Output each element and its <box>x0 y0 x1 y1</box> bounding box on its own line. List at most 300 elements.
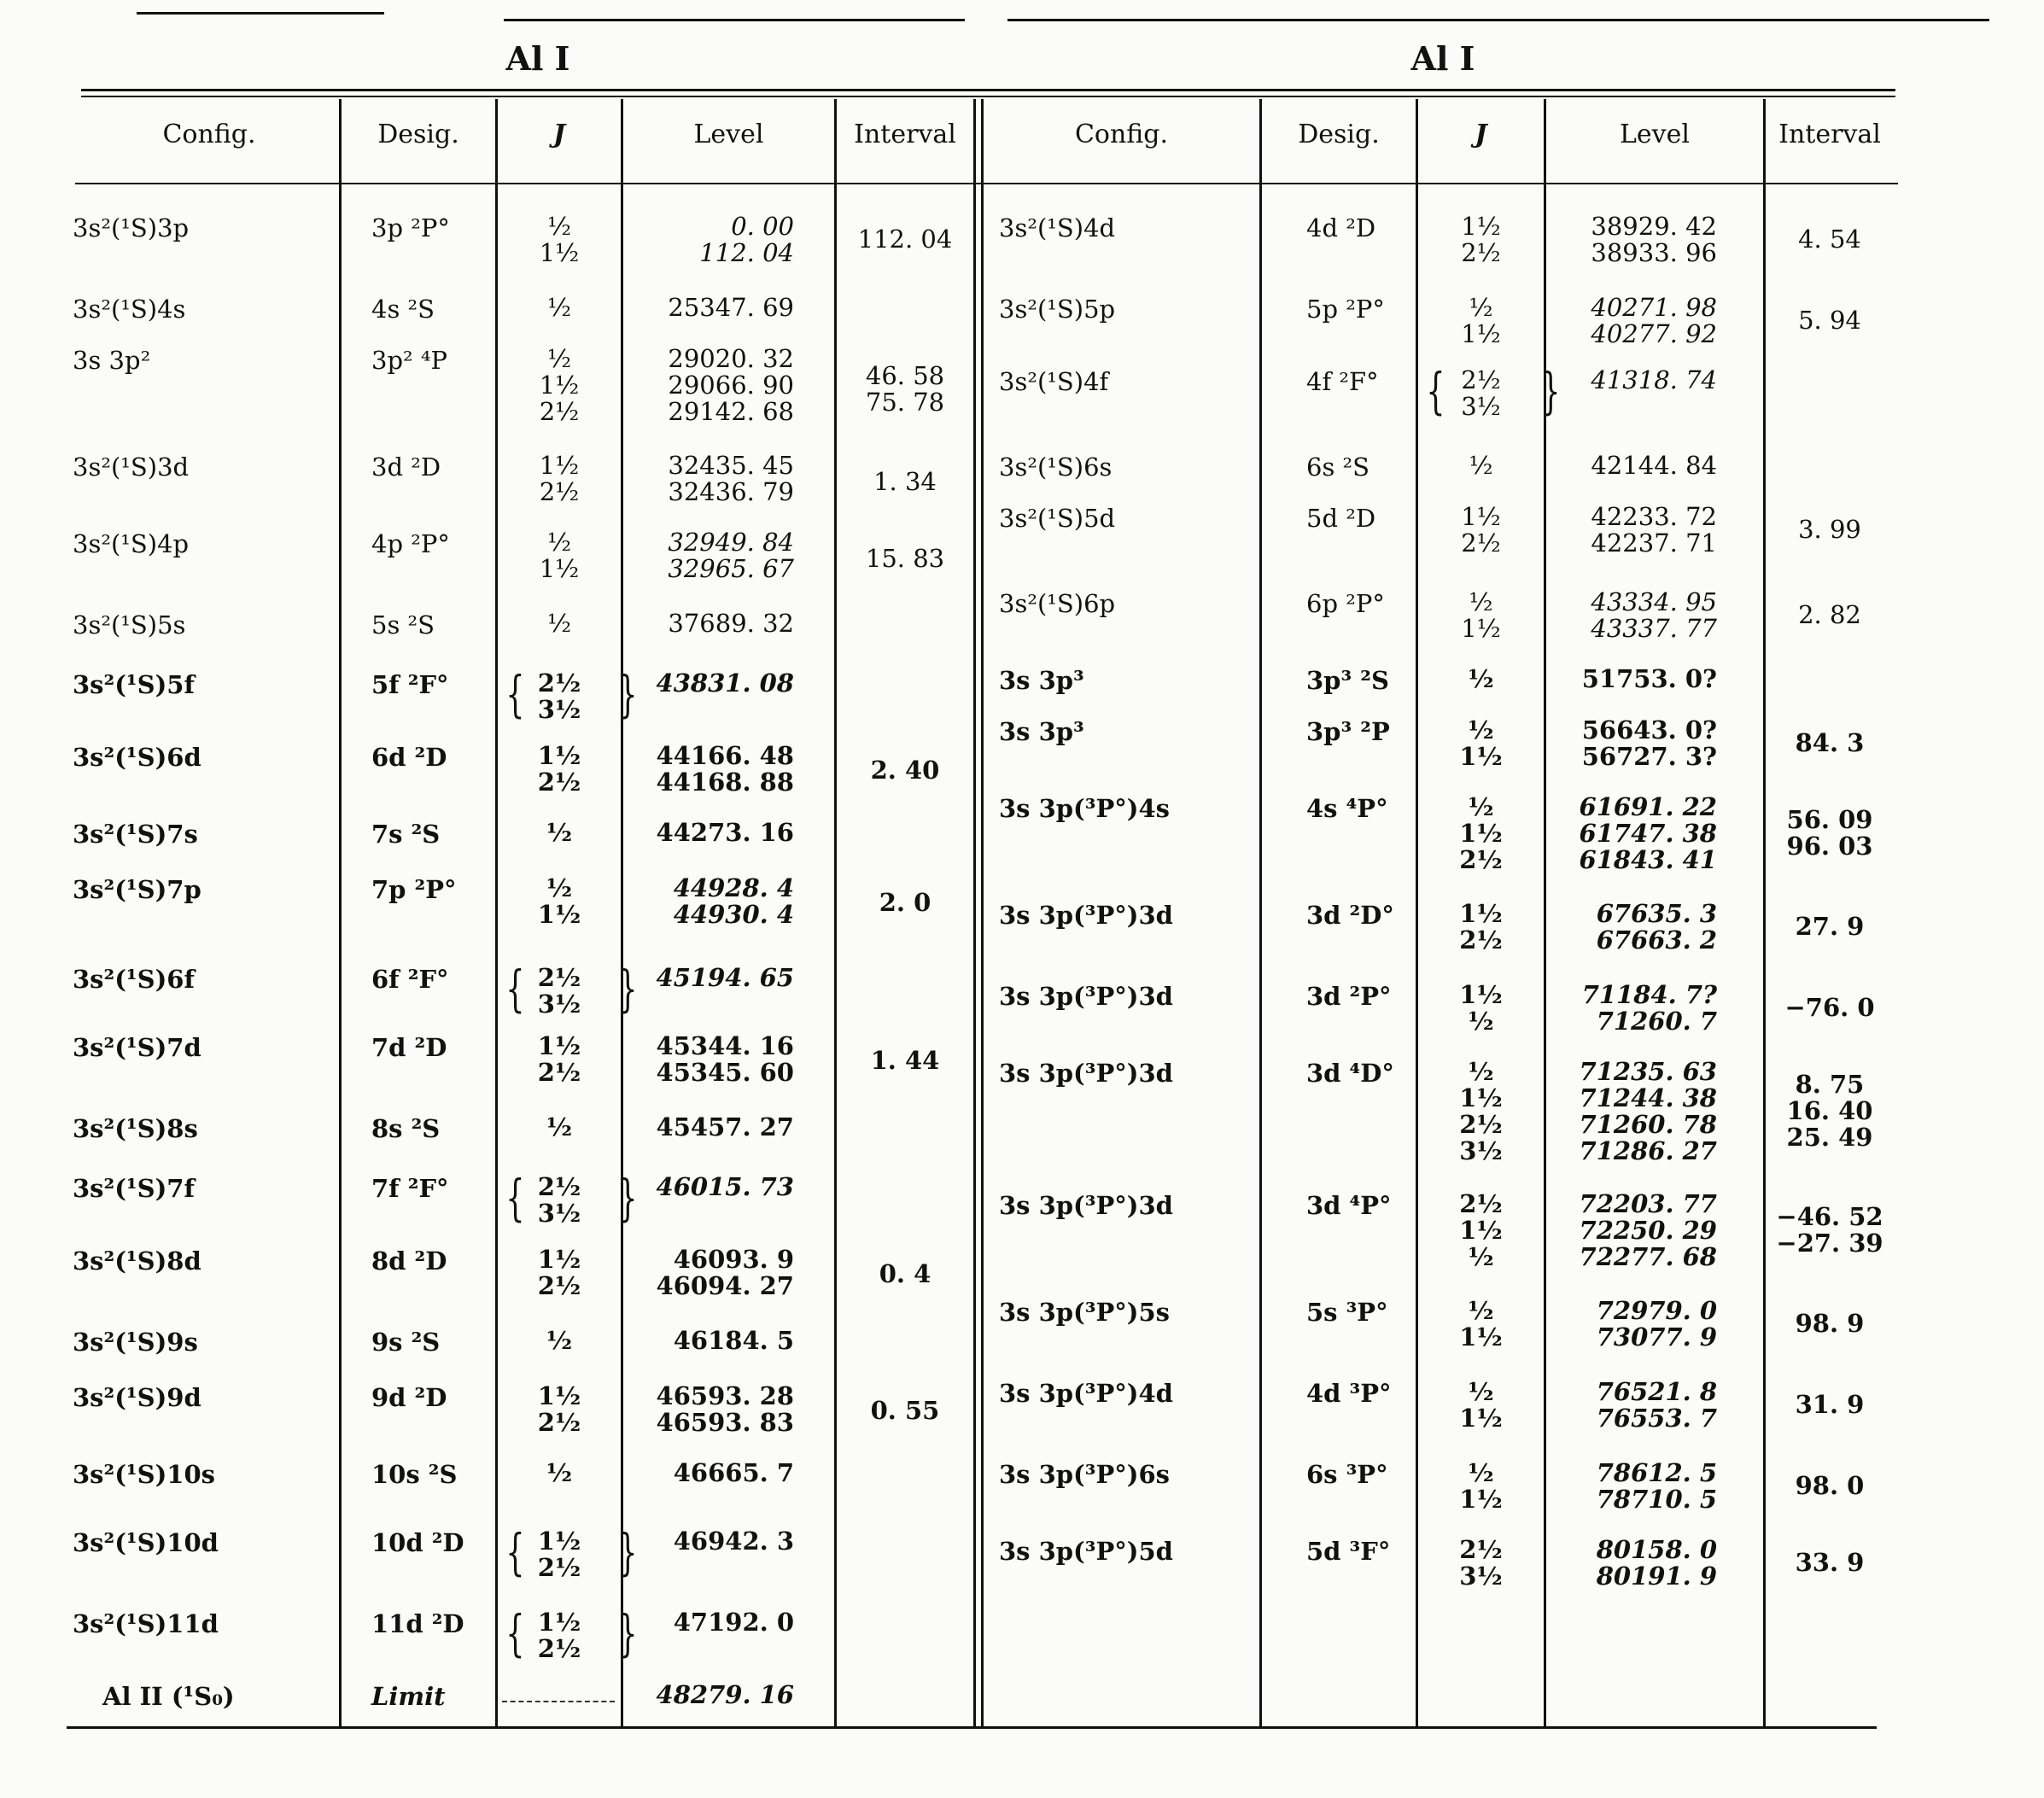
right-brace: } <box>1541 362 1561 420</box>
designation-cell: 6p ²P° <box>1306 589 1385 618</box>
j-value: ½ <box>546 1458 573 1487</box>
j-value: ½ <box>1468 1057 1494 1086</box>
level-value: 47192. 0 <box>673 1608 794 1637</box>
header-rule-top <box>81 89 1895 91</box>
config-cell: 3s 3p(³P°)6s <box>999 1460 1171 1489</box>
config-cell: 3s²(¹S)4d <box>999 213 1116 242</box>
level-value: 56727. 3? <box>1581 742 1717 771</box>
level-cell <box>1546 1379 1717 1432</box>
left-header-config: Config. <box>162 120 256 149</box>
level-cell <box>623 670 794 697</box>
interval-cell <box>1766 914 1894 940</box>
level-cell <box>623 1328 794 1354</box>
level-cell <box>1546 1298 1717 1351</box>
j-value: 2½ <box>537 1271 581 1300</box>
interval-cell <box>1766 1204 1894 1257</box>
top-rule-2 <box>504 19 965 21</box>
interval-value: 1. 34 <box>873 467 937 496</box>
level-cell <box>623 610 794 637</box>
j-value: ½ <box>1468 664 1494 693</box>
level-value: 78612. 5 <box>1596 1458 1717 1487</box>
j-values-cell <box>1418 589 1544 642</box>
right-header-j: J <box>1475 120 1487 149</box>
level-cell <box>623 875 794 928</box>
config-cell: 3s²(¹S)7d <box>73 1033 201 1062</box>
col-divider <box>981 99 984 1726</box>
j-value: 2½ <box>1461 238 1501 267</box>
left-header-desig: Desig. <box>377 120 459 149</box>
level-value: 38929. 42 <box>1591 212 1717 241</box>
level-value: 73077. 9 <box>1596 1322 1717 1351</box>
interval-cell <box>1766 517 1894 543</box>
config-cell: 3s²(¹S)9d <box>73 1383 201 1412</box>
interval-cell <box>1766 307 1894 334</box>
j-values-cell <box>1418 717 1544 770</box>
j-values-cell <box>1418 1460 1544 1513</box>
designation-cell: 11d ²D <box>371 1609 464 1638</box>
left-brace: { <box>505 1604 525 1662</box>
level-cell <box>623 1682 794 1708</box>
level-value: 112. 04 <box>699 238 794 267</box>
right-header-interval: Interval <box>1778 120 1881 149</box>
interval-cell <box>1766 1071 1894 1151</box>
j-value: ½ <box>1468 1242 1494 1271</box>
right-brace: } <box>618 665 638 723</box>
level-value: 32436. 79 <box>668 477 794 506</box>
level-value: 40271. 98 <box>1591 293 1717 322</box>
j-value: 1½ <box>1459 1485 1503 1514</box>
config-cell: 3s²(¹S)6d <box>73 743 201 772</box>
level-cell <box>1546 1059 1717 1165</box>
level-value: 78710. 5 <box>1596 1485 1717 1514</box>
designation-cell: 4s ²S <box>371 295 435 324</box>
level-value: 46184. 5 <box>673 1326 794 1355</box>
level-value: 45457. 27 <box>656 1112 794 1141</box>
designation-cell: 7s ²S <box>371 820 441 849</box>
designation-cell: 5s ²S <box>371 610 435 639</box>
j-value: 2½ <box>537 1634 581 1663</box>
j-values-cell <box>1418 504 1544 557</box>
j-values-cell <box>498 452 621 505</box>
interval-value: 16. 40 <box>1786 1096 1873 1125</box>
j-value: 1½ <box>1461 319 1501 348</box>
j-value: 3½ <box>537 1199 581 1228</box>
level-value: 61843. 41 <box>1579 845 1717 874</box>
level-value: 71184. 7? <box>1581 980 1717 1009</box>
designation-cell: 7d ²D <box>371 1033 447 1062</box>
j-value: ½ <box>546 528 572 557</box>
interval-value: 31. 9 <box>1795 1390 1865 1419</box>
j-values-cell <box>498 346 621 425</box>
j-values-cell <box>1418 452 1544 479</box>
level-value: 46093. 9 <box>673 1245 794 1274</box>
j-value: ½ <box>546 609 572 638</box>
j-value: 1½ <box>539 451 580 480</box>
interval-cell <box>1766 602 1894 628</box>
left-header-interval: Interval <box>854 120 956 149</box>
interval-value: 1. 44 <box>870 1046 940 1075</box>
level-value: 41318. 74 <box>1591 365 1717 394</box>
j-value: ½ <box>546 873 573 902</box>
j-value: ½ <box>546 344 572 373</box>
j-value: 1½ <box>1459 1083 1503 1112</box>
config-cell: 3s²(¹S)9s <box>73 1328 198 1357</box>
level-value: 44930. 4 <box>673 900 794 929</box>
j-value: 1½ <box>539 238 580 267</box>
j-values-cell <box>498 1114 621 1141</box>
j-value: 1½ <box>1459 742 1503 771</box>
level-value: 29020. 32 <box>668 344 794 373</box>
level-value: 42237. 71 <box>1591 528 1717 557</box>
right-brace: } <box>618 1604 638 1662</box>
j-values-cell <box>1418 295 1544 347</box>
j-value: 1½ <box>537 1608 581 1637</box>
designation-cell: 3d ²D <box>371 452 441 482</box>
level-value: 71260. 78 <box>1579 1110 1717 1139</box>
designation-cell: 3p³ ²P <box>1306 717 1390 746</box>
level-cell <box>1546 452 1717 479</box>
j-value: 3½ <box>1459 1136 1503 1165</box>
interval-value: −46. 52 <box>1776 1202 1883 1231</box>
j-value: ½ <box>1468 1377 1494 1406</box>
level-value: 48279. 16 <box>656 1680 794 1709</box>
designation-cell: 3d ²P° <box>1306 982 1392 1011</box>
level-value: 72250. 29 <box>1579 1216 1717 1245</box>
level-cell <box>623 529 794 582</box>
interval-cell <box>1766 730 1894 756</box>
j-value: 3½ <box>1459 1562 1503 1591</box>
level-cell <box>1546 367 1717 394</box>
level-cell <box>623 1383 794 1436</box>
j-value: 1½ <box>539 371 580 400</box>
level-value: 56643. 0? <box>1581 715 1717 744</box>
level-cell <box>623 1460 794 1486</box>
level-value: 80158. 0 <box>1596 1535 1717 1564</box>
level-value: 0. 00 <box>731 212 794 241</box>
j-value: 1½ <box>537 1031 581 1060</box>
level-value: 38933. 96 <box>1591 238 1717 267</box>
config-cell: 3s²(¹S)4p <box>73 529 190 558</box>
config-cell: Al II (¹S₀) <box>102 1682 235 1711</box>
j-values-cell <box>1418 1298 1544 1351</box>
level-cell <box>623 1174 794 1200</box>
level-value: 43337. 77 <box>1591 614 1717 643</box>
interval-cell <box>1766 1311 1894 1337</box>
level-cell <box>623 965 794 991</box>
config-cell: 3s 3p(³P°)4d <box>999 1379 1173 1408</box>
designation-cell: 6f ²F° <box>371 965 449 994</box>
left-table-title: Al I <box>505 39 570 78</box>
left-brace: { <box>1426 362 1445 420</box>
config-cell: 3s²(¹S)6s <box>999 452 1113 482</box>
config-cell: 3s²(¹S)10s <box>73 1460 215 1489</box>
level-value: 43334. 95 <box>1591 587 1717 616</box>
designation-cell: 6s ³P° <box>1306 1460 1388 1489</box>
level-value: 40277. 92 <box>1591 319 1717 348</box>
interval-value: 56. 09 <box>1786 805 1873 834</box>
interval-value: 2. 40 <box>870 756 940 785</box>
j-values-cell <box>498 529 621 582</box>
designation-cell: 3p² ⁴P <box>371 346 447 375</box>
j-value: 2½ <box>537 1172 581 1201</box>
j-values-cell <box>498 295 621 321</box>
dashed-line <box>502 1701 615 1702</box>
config-cell: 3s 3p(³P°)5d <box>999 1537 1173 1566</box>
interval-cell <box>1766 1550 1894 1576</box>
config-cell: 3s²(¹S)5s <box>73 610 186 639</box>
header-rule-top2 <box>81 96 1895 97</box>
config-cell: 3s²(¹S)4f <box>999 367 1109 396</box>
j-value: ½ <box>546 1326 573 1355</box>
j-values-cell <box>1418 213 1544 266</box>
j-values-cell <box>498 743 621 796</box>
interval-value: 8. 75 <box>1795 1070 1865 1099</box>
j-value: 2½ <box>539 477 580 506</box>
j-value: 3½ <box>537 989 581 1019</box>
level-cell <box>623 743 794 796</box>
config-cell: 3s²(¹S)5p <box>999 295 1116 324</box>
level-cell <box>1546 1460 1717 1513</box>
level-value: 25347. 69 <box>668 293 794 322</box>
level-value: 72277. 68 <box>1579 1242 1717 1271</box>
level-value: 32435. 45 <box>668 451 794 480</box>
designation-cell: 8d ²D <box>371 1246 447 1276</box>
j-value: 1½ <box>1459 819 1503 848</box>
j-value: ½ <box>1468 1007 1494 1036</box>
level-cell <box>623 346 794 425</box>
right-header-level: Level <box>1620 120 1690 149</box>
level-value: 61747. 38 <box>1579 819 1717 848</box>
config-cell: 3s²(¹S)3p <box>73 213 190 242</box>
j-value: 2½ <box>539 397 580 426</box>
config-cell: 3s 3p² <box>73 346 151 375</box>
level-value: 42233. 72 <box>1591 502 1717 531</box>
interval-cell <box>1766 1473 1894 1499</box>
col-divider <box>973 99 976 1726</box>
level-cell <box>623 1033 794 1086</box>
config-cell: 3s²(¹S)3d <box>73 452 190 482</box>
left-brace: { <box>505 1169 525 1227</box>
j-value: 2½ <box>537 1553 581 1582</box>
config-cell: 3s 3p(³P°)3d <box>999 982 1173 1011</box>
level-cell <box>1546 1191 1717 1270</box>
designation-cell: 3d ⁴D° <box>1306 1059 1394 1088</box>
level-value: 71244. 38 <box>1579 1083 1717 1112</box>
level-value: 46942. 3 <box>673 1527 794 1556</box>
level-value: 72203. 77 <box>1579 1189 1717 1218</box>
j-value: 2½ <box>1459 925 1503 954</box>
level-value: 76521. 8 <box>1596 1377 1717 1406</box>
right-header-desig: Desig. <box>1298 120 1380 149</box>
j-value: 2½ <box>537 768 581 797</box>
config-cell: 3s²(¹S)7s <box>73 820 198 849</box>
designation-cell: 6d ²D <box>371 743 447 772</box>
interval-value: −76. 0 <box>1784 993 1875 1022</box>
j-values-cell <box>498 1246 621 1299</box>
j-value: 3½ <box>1461 392 1501 421</box>
designation-cell: 4s ⁴P° <box>1306 794 1388 823</box>
left-brace: { <box>505 1523 525 1581</box>
level-cell <box>1546 794 1717 873</box>
designation-cell: 10d ²D <box>371 1528 464 1557</box>
level-value: 44273. 16 <box>656 818 794 847</box>
designation-cell: 4p ²P° <box>371 529 450 558</box>
level-value: 72979. 0 <box>1596 1296 1717 1325</box>
interval-cell <box>1766 807 1894 860</box>
interval-cell <box>1766 995 1894 1021</box>
level-cell <box>1546 589 1717 642</box>
level-value: 42144. 84 <box>1591 451 1717 480</box>
j-values-cell <box>498 875 621 928</box>
level-cell <box>623 820 794 846</box>
j-values-cell <box>1418 901 1544 954</box>
level-value: 44168. 88 <box>656 768 794 797</box>
j-value: 2½ <box>1461 365 1501 394</box>
interval-value: 98. 0 <box>1795 1471 1865 1500</box>
config-cell: 3s 3p³ <box>999 717 1084 746</box>
j-value: 1½ <box>1461 212 1501 241</box>
interval-value: 33. 9 <box>1795 1548 1865 1577</box>
level-cell <box>623 1609 794 1636</box>
left-header-level: Level <box>693 120 764 149</box>
left-header-j: J <box>552 120 566 149</box>
j-values-cell <box>498 1460 621 1486</box>
j-values-cell <box>1418 1059 1544 1165</box>
designation-cell: 3p³ ²S <box>1306 666 1389 695</box>
designation-cell: 3d ⁴P° <box>1306 1191 1392 1220</box>
level-value: 32965. 67 <box>668 554 794 583</box>
interval-value: 46. 58 <box>865 361 945 390</box>
right-brace: } <box>618 1169 638 1227</box>
top-rule-1 <box>137 12 384 15</box>
j-value: ½ <box>546 818 573 847</box>
j-value: 3½ <box>537 695 581 724</box>
j-value: 2½ <box>537 1058 581 1087</box>
interval-value: 98. 9 <box>1795 1309 1865 1338</box>
level-value: 71286. 27 <box>1579 1136 1717 1165</box>
config-cell: 3s²(¹S)5f <box>73 670 195 699</box>
j-value: 1½ <box>1459 1404 1503 1433</box>
interval-value: 5. 94 <box>1798 306 1861 335</box>
j-values-cell <box>1418 666 1544 692</box>
j-value: 1½ <box>537 900 581 929</box>
j-value: 1½ <box>1459 980 1503 1009</box>
config-cell: 3s 3p(³P°)4s <box>999 794 1171 823</box>
designation-cell: 3p ²P° <box>371 213 450 242</box>
j-value: 1½ <box>1459 899 1503 928</box>
j-value: 2½ <box>1461 528 1501 557</box>
interval-value: 25. 49 <box>1786 1123 1873 1152</box>
designation-cell: 5d ²D <box>1306 504 1376 533</box>
j-value: 1½ <box>539 554 580 583</box>
level-value: 44166. 48 <box>656 741 794 770</box>
j-values-cell <box>1418 1537 1544 1590</box>
top-rule-3 <box>1007 19 1989 21</box>
j-value: 1½ <box>1459 1216 1503 1245</box>
right-brace: } <box>618 1523 638 1581</box>
level-cell <box>623 213 794 266</box>
j-value: 1½ <box>1459 1322 1503 1351</box>
config-cell: 3s 3p³ <box>999 666 1084 695</box>
j-values-cell <box>498 1033 621 1086</box>
j-value: 2½ <box>537 963 581 992</box>
designation-cell: 7p ²P° <box>371 875 457 904</box>
designation-cell: 8s ²S <box>371 1114 441 1143</box>
j-value: 1½ <box>1461 502 1501 531</box>
designation-cell: 9d ²D <box>371 1383 447 1412</box>
level-value: 45345. 60 <box>656 1058 794 1087</box>
level-value: 67635. 3 <box>1596 899 1717 928</box>
designation-cell: 5f ²F° <box>371 670 449 699</box>
designation-cell: 6s ²S <box>1306 452 1370 482</box>
designation-cell: 10s ²S <box>371 1460 458 1489</box>
j-value: 2½ <box>1459 1189 1503 1218</box>
j-values-cell <box>498 1383 621 1436</box>
designation-cell: 7f ²F° <box>371 1174 449 1203</box>
j-values-cell <box>498 820 621 846</box>
config-cell: 3s²(¹S)6f <box>73 965 195 994</box>
config-cell: 3s²(¹S)11d <box>73 1609 219 1638</box>
j-value: ½ <box>1468 1296 1494 1325</box>
designation-cell: 4d ³P° <box>1306 1379 1392 1408</box>
interval-value: 4. 54 <box>1798 225 1861 254</box>
level-value: 46094. 27 <box>656 1271 794 1300</box>
j-value: ½ <box>1468 1458 1494 1487</box>
table-bottom-rule <box>67 1726 1877 1729</box>
col-divider <box>1259 99 1262 1726</box>
j-value: ½ <box>546 293 572 322</box>
level-value: 46593. 83 <box>656 1408 794 1437</box>
interval-value: 84. 3 <box>1795 728 1865 757</box>
level-cell <box>623 1246 794 1299</box>
right-table-title: Al I <box>1410 39 1475 78</box>
interval-cell <box>1766 226 1894 253</box>
designation-cell: 4d ²D <box>1306 213 1376 242</box>
j-values-cell <box>498 1328 621 1354</box>
interval-value: 0. 55 <box>870 1396 940 1425</box>
j-values-cell <box>1418 982 1544 1035</box>
j-value: 2½ <box>1459 845 1503 874</box>
left-brace: { <box>505 960 525 1018</box>
j-value: 2½ <box>1459 1110 1503 1139</box>
interval-value: 15. 83 <box>865 544 945 573</box>
left-brace: { <box>505 665 525 723</box>
j-values-cell <box>1418 794 1544 873</box>
j-value: 1½ <box>537 741 581 770</box>
config-cell: 3s²(¹S)6p <box>999 589 1116 618</box>
level-value: 46593. 28 <box>656 1381 794 1410</box>
level-cell <box>1546 666 1717 692</box>
j-value: 2½ <box>537 1408 581 1437</box>
j-value: 1½ <box>537 1245 581 1274</box>
level-cell <box>623 295 794 321</box>
designation-cell: 5s ³P° <box>1306 1298 1388 1327</box>
j-value: ½ <box>1469 293 1493 322</box>
level-cell <box>1546 504 1717 557</box>
interval-cell <box>1766 1392 1894 1418</box>
interval-value: 3. 99 <box>1798 515 1861 544</box>
config-cell: 3s²(¹S)5d <box>999 504 1116 533</box>
level-value: 46015. 73 <box>656 1172 794 1201</box>
designation-cell: 9s ²S <box>371 1328 441 1357</box>
config-cell: 3s²(¹S)7f <box>73 1174 195 1203</box>
designation-cell: 3d ²D° <box>1306 901 1394 930</box>
designation-cell: 5d ³F° <box>1306 1537 1391 1566</box>
j-value: 2½ <box>1459 1535 1503 1564</box>
config-cell: 3s 3p(³P°)3d <box>999 1059 1173 1088</box>
interval-value: 2. 82 <box>1798 600 1861 629</box>
designation-cell: Limit <box>371 1682 446 1711</box>
